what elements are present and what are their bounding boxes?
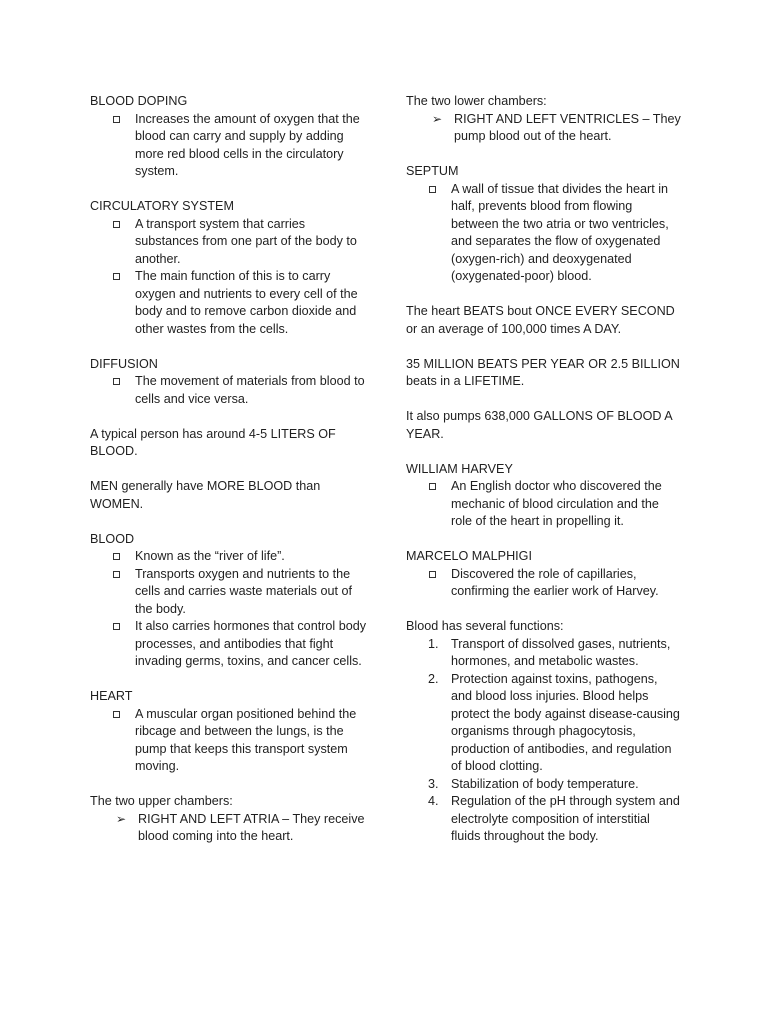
square-bullet-icon bbox=[429, 483, 436, 490]
list-item-text: A transport system that carries substances from one part of the body to another. bbox=[135, 216, 357, 266]
bullet-list bbox=[90, 216, 366, 339]
list-item-text: A wall of tissue that divides the heart in half, prevents blood from flowing between the two atria or two ventricles, and separates the flow of oxygenated (oxygen-rich) and deoxygenated (oxygenated-poor) blood. bbox=[451, 181, 669, 283]
bullet-list bbox=[406, 566, 682, 601]
list-item-text: The main function of this is to carry oxygen and nutrients to every cell of the body and to remove carbon dioxide and other wastes from the cells. bbox=[135, 269, 358, 336]
square-bullet-icon bbox=[113, 378, 120, 385]
arrow-bullet-icon: ➢ bbox=[116, 811, 127, 826]
square-bullet-icon bbox=[429, 571, 436, 578]
section-heart bbox=[90, 688, 366, 776]
list-item bbox=[451, 181, 682, 286]
section-heading: BLOOD bbox=[90, 531, 135, 546]
list-item-text: A muscular organ positioned behind the ribcage and between the lungs, is the pump that keeps this transport system moving. bbox=[135, 706, 357, 773]
bullet-list bbox=[90, 111, 366, 181]
list-item bbox=[432, 111, 682, 146]
section-heading: MARCELO MALPHIGI bbox=[406, 549, 532, 563]
section-heading: BLOOD DOPING bbox=[90, 94, 188, 108]
square-bullet-icon bbox=[113, 571, 120, 578]
square-bullet-icon bbox=[113, 623, 120, 630]
section-lower-chambers bbox=[406, 93, 682, 146]
section-heading: CIRCULATORY SYSTEM bbox=[90, 199, 234, 213]
section-heading: The two upper chambers: bbox=[90, 794, 233, 808]
bullet-list bbox=[90, 548, 366, 671]
list-item bbox=[135, 373, 366, 408]
square-bullet-icon bbox=[113, 711, 120, 718]
list-item bbox=[135, 111, 366, 181]
list-item bbox=[428, 671, 682, 776]
section-heading: SEPTUM bbox=[406, 164, 459, 178]
paragraph-liters bbox=[90, 426, 366, 461]
list-item-text: It also carries hormones that control body processes, and antibodies that fight invading germs, toxins, and cancer cells. bbox=[135, 619, 366, 668]
arrow-bullet-icon: ➢ bbox=[432, 111, 443, 126]
right-column bbox=[406, 93, 682, 846]
list-item bbox=[451, 566, 682, 601]
section-septum bbox=[406, 163, 682, 286]
list-item-text: Stabilization of body temperature. bbox=[451, 776, 639, 791]
list-item-text: Increases the amount of oxygen that the blood can carry and supply by adding more red blood cells in the circulatory system. bbox=[135, 111, 360, 178]
paragraph-gallons bbox=[406, 408, 682, 443]
list-item bbox=[428, 776, 682, 794]
list-item bbox=[135, 548, 366, 566]
paragraph-text: 35 MILLION BEATS PER YEAR OR 2.5 BILLION beats in a LIFETIME. bbox=[406, 356, 680, 388]
section-blood bbox=[90, 531, 366, 671]
arrow-list bbox=[406, 111, 682, 146]
section-heading: The two lower chambers: bbox=[406, 94, 547, 108]
paragraph-beats bbox=[406, 303, 682, 338]
list-number: 1. bbox=[428, 636, 439, 651]
list-item-text: Transports oxygen and nutrients to the cells and carries waste materials out of the body. bbox=[135, 566, 352, 616]
paragraph-million bbox=[406, 356, 682, 391]
list-item-text: An English doctor who discovered the mechanic of blood circulation and the role of the heart in propelling it. bbox=[451, 479, 662, 528]
list-item bbox=[135, 216, 366, 269]
section-upper-chambers bbox=[90, 793, 366, 846]
list-item-text: Regulation of the pH through system and electrolyte composition of interstitial fluids throughout the body. bbox=[451, 794, 680, 843]
square-bullet-icon bbox=[429, 186, 436, 193]
list-number: 3. bbox=[428, 776, 439, 791]
square-bullet-icon bbox=[113, 273, 120, 280]
section-heading: Blood has several functions: bbox=[406, 619, 564, 633]
numbered-list bbox=[406, 636, 682, 846]
section-blood-functions bbox=[406, 618, 682, 846]
section-william-harvey bbox=[406, 461, 682, 531]
paragraph-text: It also pumps 638,000 GALLONS OF BLOOD A YEAR. bbox=[406, 409, 672, 441]
bullet-list bbox=[406, 478, 682, 531]
section-heading: WILLIAM HARVEY bbox=[406, 461, 513, 476]
bullet-list bbox=[90, 706, 366, 776]
paragraph-text: A typical person has around 4-5 LITERS OF BLOOD. bbox=[90, 426, 336, 458]
list-item-text: Known as the “river of life”. bbox=[135, 549, 285, 563]
list-item bbox=[135, 618, 366, 671]
list-item-text: The movement of materials from blood to cells and vice versa. bbox=[135, 374, 365, 406]
paragraph-men bbox=[90, 478, 366, 513]
list-item bbox=[135, 566, 366, 619]
section-heading: HEART bbox=[90, 689, 133, 703]
section-diffusion bbox=[90, 356, 366, 409]
list-item-text: Protection against toxins, pathogens, and blood loss injuries. Blood helps protect the body against disease-causing organisms through phagocytosis, production of antibodies, and regulation of blood clotting. bbox=[451, 671, 680, 773]
paragraph-text: The heart BEATS bout ONCE EVERY SECOND or an average of 100,000 times A DAY. bbox=[406, 304, 675, 336]
list-item bbox=[428, 793, 682, 846]
list-item bbox=[116, 811, 366, 846]
square-bullet-icon bbox=[113, 553, 120, 560]
list-item bbox=[451, 478, 682, 531]
list-number: 2. bbox=[428, 671, 439, 686]
section-heading: DIFFUSION bbox=[90, 356, 158, 371]
left-column bbox=[90, 93, 366, 846]
section-marcelo-malphigi bbox=[406, 548, 682, 601]
bullet-list bbox=[406, 181, 682, 286]
paragraph-text: MEN generally have MORE BLOOD than WOMEN. bbox=[90, 479, 321, 511]
list-item-text: Transport of dissolved gases, nutrients, hormones, and metabolic wastes. bbox=[451, 636, 671, 668]
section-circulatory-system bbox=[90, 198, 366, 338]
section-blood-doping bbox=[90, 93, 366, 181]
list-item bbox=[135, 268, 366, 338]
arrow-list bbox=[90, 811, 366, 846]
list-item-text: RIGHT AND LEFT ATRIA – They receive blood coming into the heart. bbox=[138, 811, 365, 843]
list-item-text: RIGHT AND LEFT VENTRICLES – They pump blood out of the heart. bbox=[454, 111, 681, 143]
square-bullet-icon bbox=[113, 221, 120, 228]
bullet-list bbox=[90, 373, 366, 408]
list-item bbox=[428, 636, 682, 671]
list-item-text: Discovered the role of capillaries, confirming the earlier work of Harvey. bbox=[451, 566, 659, 598]
list-item bbox=[135, 706, 366, 776]
list-number: 4. bbox=[428, 794, 439, 808]
square-bullet-icon bbox=[113, 116, 120, 123]
